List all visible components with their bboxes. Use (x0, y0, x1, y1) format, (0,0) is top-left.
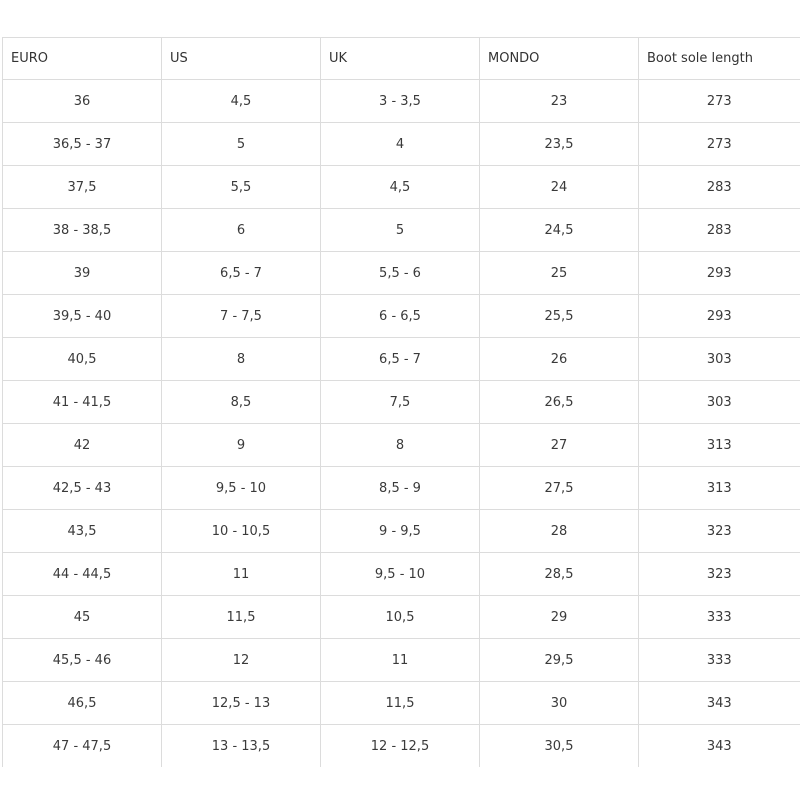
size-chart-table (2, 37, 800, 767)
cell-mondo: 26,5 (480, 381, 639, 424)
cell-euro: 39,5 - 40 (3, 295, 162, 338)
cell-us: 4,5 (162, 80, 321, 123)
header-uk: UK (321, 38, 480, 80)
cell-us: 5 (162, 123, 321, 166)
cell-uk: 5,5 - 6 (321, 252, 480, 295)
cell-boot-sole-length: 313 (639, 467, 800, 510)
cell-euro: 43,5 (3, 510, 162, 553)
cell-uk: 4 (321, 123, 480, 166)
cell-us: 6 (162, 209, 321, 252)
cell-mondo: 27 (480, 424, 639, 467)
cell-us: 7 - 7,5 (162, 295, 321, 338)
cell-boot-sole-length: 293 (639, 295, 800, 338)
cell-mondo: 25 (480, 252, 639, 295)
table-row (3, 123, 800, 166)
cell-euro: 39 (3, 252, 162, 295)
table-row (3, 553, 800, 596)
cell-mondo: 28,5 (480, 553, 639, 596)
table-row (3, 467, 800, 510)
cell-us: 12,5 - 13 (162, 682, 321, 725)
cell-euro: 38 - 38,5 (3, 209, 162, 252)
cell-euro: 36 (3, 80, 162, 123)
cell-boot-sole-length: 343 (639, 725, 800, 768)
cell-mondo: 29,5 (480, 639, 639, 682)
table-row (3, 682, 800, 725)
cell-mondo: 24,5 (480, 209, 639, 252)
table-row (3, 166, 800, 209)
cell-us: 11 (162, 553, 321, 596)
cell-euro: 46,5 (3, 682, 162, 725)
cell-mondo: 26 (480, 338, 639, 381)
table-row (3, 209, 800, 252)
cell-us: 6,5 - 7 (162, 252, 321, 295)
cell-euro: 36,5 - 37 (3, 123, 162, 166)
table-row (3, 80, 800, 123)
table-row (3, 252, 800, 295)
cell-boot-sole-length: 283 (639, 166, 800, 209)
table-row (3, 338, 800, 381)
table-row (3, 639, 800, 682)
table-row (3, 596, 800, 639)
cell-mondo: 30,5 (480, 725, 639, 768)
cell-us: 5,5 (162, 166, 321, 209)
cell-euro: 40,5 (3, 338, 162, 381)
cell-uk: 8,5 - 9 (321, 467, 480, 510)
cell-us: 10 - 10,5 (162, 510, 321, 553)
cell-boot-sole-length: 323 (639, 553, 800, 596)
cell-uk: 9 - 9,5 (321, 510, 480, 553)
cell-mondo: 24 (480, 166, 639, 209)
table-header (3, 38, 800, 80)
cell-uk: 7,5 (321, 381, 480, 424)
cell-mondo: 28 (480, 510, 639, 553)
cell-uk: 10,5 (321, 596, 480, 639)
header-us: US (162, 38, 321, 80)
cell-euro: 44 - 44,5 (3, 553, 162, 596)
table-row (3, 725, 800, 768)
cell-euro: 41 - 41,5 (3, 381, 162, 424)
cell-uk: 11 (321, 639, 480, 682)
cell-us: 13 - 13,5 (162, 725, 321, 768)
cell-boot-sole-length: 343 (639, 682, 800, 725)
cell-boot-sole-length: 303 (639, 338, 800, 381)
cell-us: 9 (162, 424, 321, 467)
table-body (3, 80, 800, 768)
cell-euro: 42,5 - 43 (3, 467, 162, 510)
cell-boot-sole-length: 313 (639, 424, 800, 467)
cell-euro: 45,5 - 46 (3, 639, 162, 682)
cell-mondo: 23,5 (480, 123, 639, 166)
cell-uk: 12 - 12,5 (321, 725, 480, 768)
cell-uk: 5 (321, 209, 480, 252)
table-row (3, 295, 800, 338)
cell-uk: 8 (321, 424, 480, 467)
cell-boot-sole-length: 333 (639, 596, 800, 639)
header-row (3, 38, 800, 80)
header-mondo: MONDO (480, 38, 639, 80)
cell-boot-sole-length: 293 (639, 252, 800, 295)
cell-uk: 3 - 3,5 (321, 80, 480, 123)
cell-mondo: 27,5 (480, 467, 639, 510)
cell-boot-sole-length: 333 (639, 639, 800, 682)
header-euro: EURO (3, 38, 162, 80)
cell-euro: 47 - 47,5 (3, 725, 162, 768)
cell-boot-sole-length: 273 (639, 80, 800, 123)
cell-mondo: 25,5 (480, 295, 639, 338)
cell-mondo: 23 (480, 80, 639, 123)
cell-us: 8 (162, 338, 321, 381)
cell-euro: 42 (3, 424, 162, 467)
cell-mondo: 29 (480, 596, 639, 639)
header-boot-sole-length: Boot sole length (639, 38, 800, 80)
cell-boot-sole-length: 273 (639, 123, 800, 166)
cell-boot-sole-length: 323 (639, 510, 800, 553)
cell-uk: 9,5 - 10 (321, 553, 480, 596)
cell-boot-sole-length: 283 (639, 209, 800, 252)
cell-uk: 11,5 (321, 682, 480, 725)
cell-boot-sole-length: 303 (639, 381, 800, 424)
cell-us: 9,5 - 10 (162, 467, 321, 510)
cell-euro: 37,5 (3, 166, 162, 209)
table-row (3, 510, 800, 553)
cell-uk: 4,5 (321, 166, 480, 209)
cell-mondo: 30 (480, 682, 639, 725)
cell-uk: 6 - 6,5 (321, 295, 480, 338)
cell-us: 12 (162, 639, 321, 682)
cell-euro: 45 (3, 596, 162, 639)
cell-uk: 6,5 - 7 (321, 338, 480, 381)
cell-us: 11,5 (162, 596, 321, 639)
table-row (3, 381, 800, 424)
cell-us: 8,5 (162, 381, 321, 424)
table-row (3, 424, 800, 467)
